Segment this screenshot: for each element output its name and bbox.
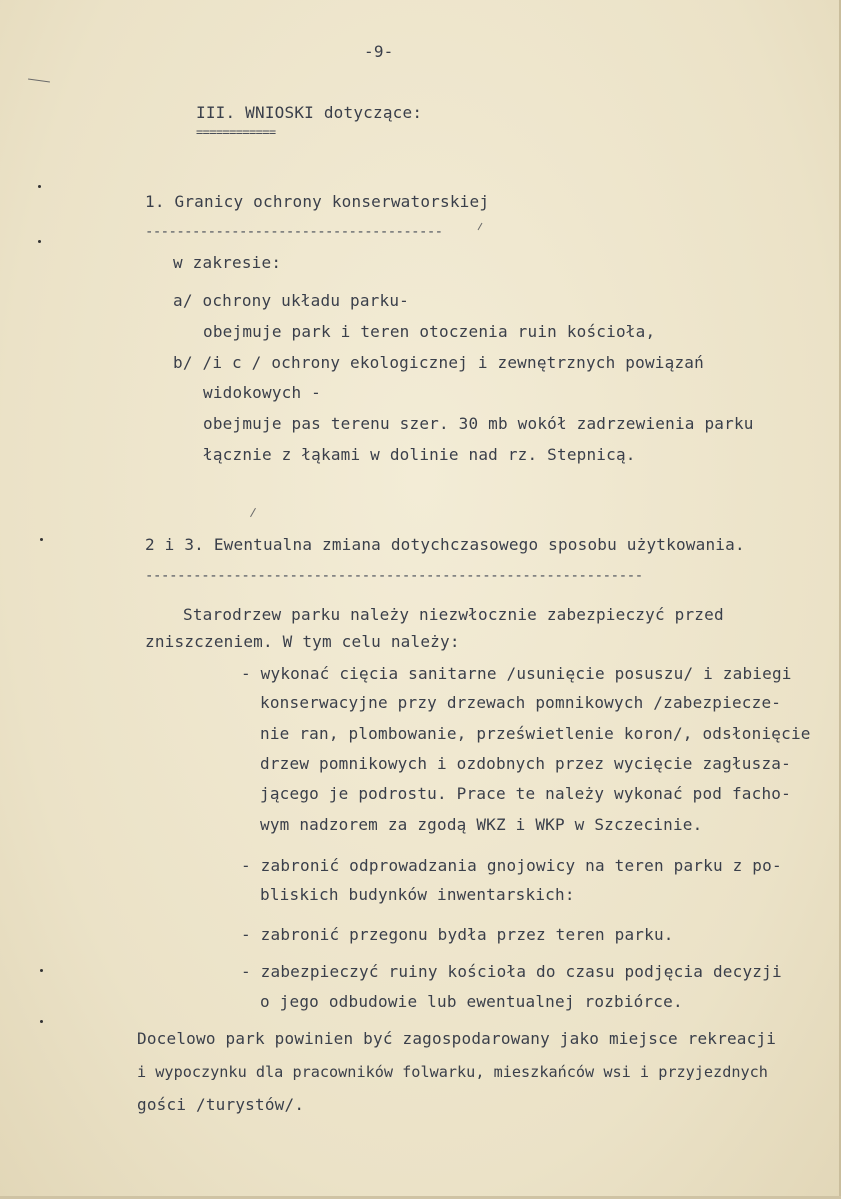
section1-item-a: a/ ochrony układu parku-: [173, 291, 409, 310]
section2-intro-1: Starodrzew parku należy niezwłocznie zabezpieczyć przed: [183, 605, 724, 624]
margin-dot: [40, 538, 43, 541]
section1-scope: w zakresie:: [173, 253, 282, 272]
margin-dot: [38, 185, 41, 188]
bullet2-line: - zabronić odprowadzania gnojowicy na teren parku z po-: [241, 856, 782, 875]
bullet4-line: - zabezpieczyć ruiny kościoła do czasu podjęcia decyzji: [241, 962, 782, 981]
bullet3-line: - zabronić przegonu bydła przez teren parku.: [241, 925, 674, 944]
conclusion-line: Docelowo park powinien być zagospodarowany jako miejsce rekreacji: [137, 1029, 777, 1048]
page-number: -9-: [364, 42, 394, 61]
section1-item-a-text: obejmuje park i teren otoczenia ruin kościoła,: [203, 322, 656, 341]
pen-stroke: [478, 223, 483, 230]
conclusion-line: i wypoczynku dla pracowników folwarku, mieszkańców wsi i przyjezdnych: [137, 1063, 768, 1081]
section1-title: 1. Granicy ochrony konserwatorskiej: [145, 192, 490, 211]
pen-stroke: [28, 78, 50, 82]
bullet1-line: - wykonać cięcia sanitarne /usunięcie posuszu/ i zabiegi: [241, 664, 792, 683]
pen-stroke: [250, 508, 256, 517]
section2-title: 2 i 3. Ewentualna zmiana dotychczasowego sposobu użytkowania.: [145, 535, 745, 554]
section1-item-b-text2: łącznie z łąkami w dolinie nad rz. Stepnicą.: [203, 445, 636, 464]
heading-underline: ============: [196, 125, 276, 139]
bullet2-line: bliskich budynków inwentarskich:: [260, 885, 575, 904]
heading: III. WNIOSKI dotyczące:: [196, 103, 423, 122]
section1-item-b: b/ /i c / ochrony ekologicznej i zewnętrznych powiązań: [173, 353, 704, 372]
section2-intro-2: zniszczeniem. W tym celu należy:: [145, 632, 460, 651]
section2-underline: --------------------------------------------------------------: [145, 568, 643, 584]
margin-dot: [38, 240, 41, 243]
bullet1-line: wym nadzorem za zgodą WKZ i WKP w Szczecinie.: [260, 815, 703, 834]
bullet4-line: o jego odbudowie lub ewentualnej rozbiórce.: [260, 992, 683, 1011]
margin-dot: [40, 1020, 43, 1023]
section1-underline: --------------------------------------: [145, 224, 443, 240]
margin-dot: [40, 969, 43, 972]
bullet1-line: jącego je podrostu. Prace te należy wykonać pod facho-: [260, 784, 791, 803]
bullet1-line: konserwacyjne przy drzewach pomnikowych /zabezpiecze-: [260, 693, 782, 712]
section1-item-b-text1: obejmuje pas terenu szer. 30 mb wokół zadrzewienia parku: [203, 414, 754, 433]
bullet1-line: drzew pomnikowych i ozdobnych przez wycięcie zagłusza-: [260, 754, 791, 773]
conclusion-line: gości /turystów/.: [137, 1095, 305, 1114]
section1-item-b-cont: widokowych -: [203, 383, 321, 402]
bullet1-line: nie ran, plombowanie, prześwietlenie koron/, odsłonięcie: [260, 724, 811, 743]
